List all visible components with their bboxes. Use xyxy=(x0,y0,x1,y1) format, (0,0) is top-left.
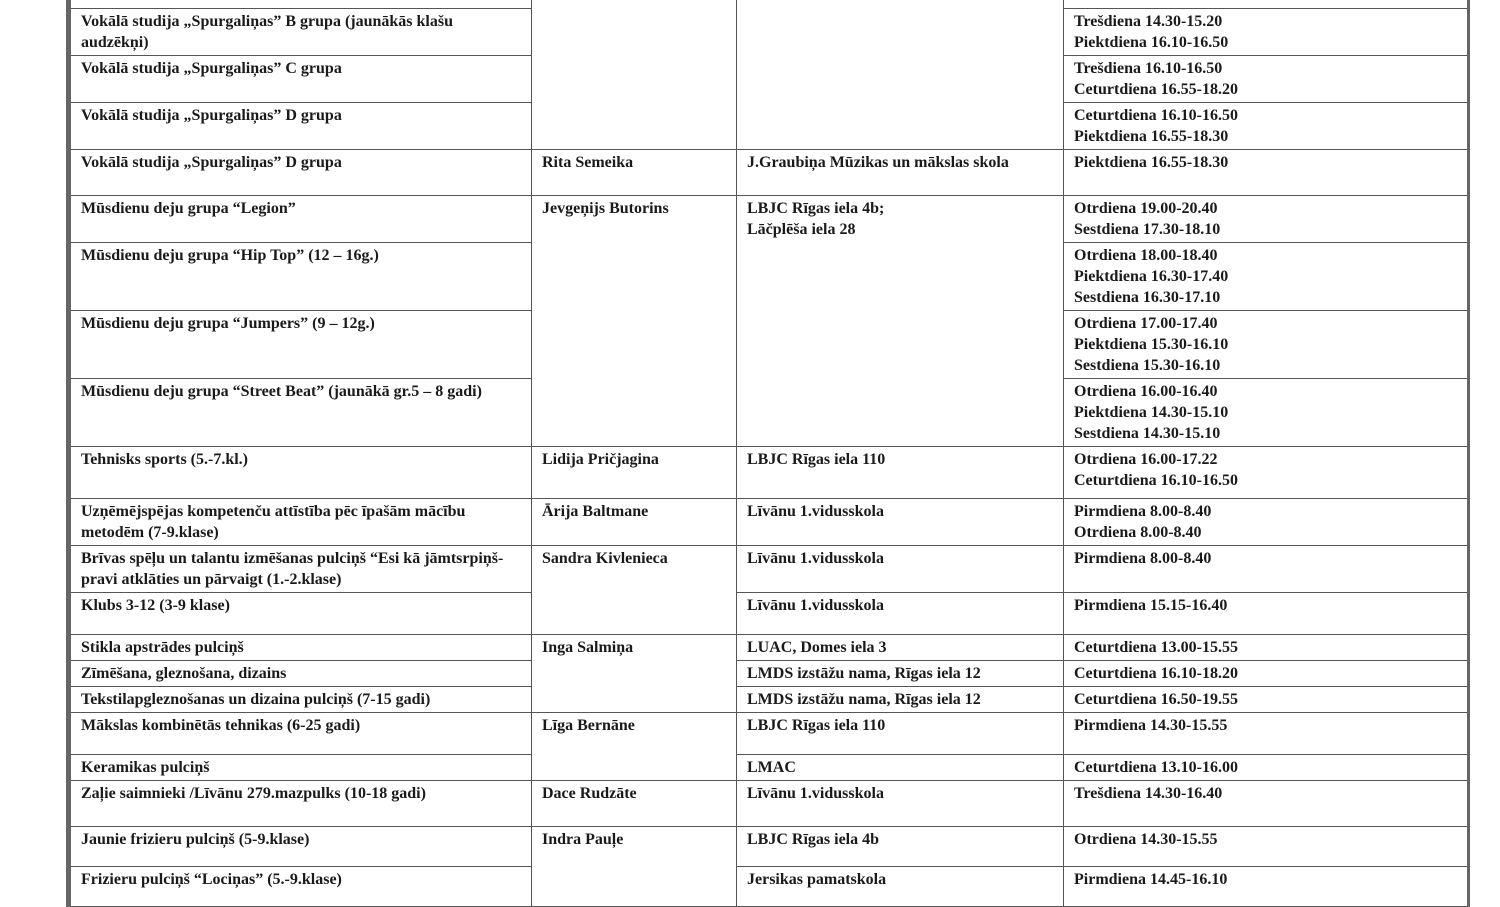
teacher-cell: Lidija Pričjagina xyxy=(532,447,737,499)
teacher-cell: Sandra Kivlenieca xyxy=(532,546,737,635)
location-cell: Līvānu 1.vidusskola xyxy=(737,593,1064,635)
activity-cell: Mākslas kombinētās tehnikas (6-25 gadi) xyxy=(69,713,532,755)
table-row xyxy=(69,546,1469,593)
activity-cell: Keramikas pulciņš xyxy=(69,755,532,781)
activity-cell: Mūsdienu deju grupa “Jumpers” (9 – 12g.) xyxy=(69,311,532,379)
table-row xyxy=(69,447,1469,499)
teacher-cell: Ārija Baltmane xyxy=(532,499,737,546)
activity-cell: Vokālā studija „Spurgaliņas” C grupa xyxy=(69,56,532,103)
table-row xyxy=(69,713,1469,755)
times-cell: Piektdiena 16.55-18.30 xyxy=(1064,150,1469,196)
times-cell: Pirmdiena 14.45-16.10 xyxy=(1064,867,1469,907)
location-cell: LMDS izstāžu nama, Rīgas iela 12 xyxy=(737,687,1064,713)
times-cell: Otrdiena 18.00-18.40 Piektdiena 16.30-17.40 Sestdiena 16.30-17.10 xyxy=(1064,243,1469,311)
activity-cell: Tekstilapgleznošanas un dizaina pulciņš (7-15 gadi) xyxy=(69,687,532,713)
activity-cell: Vokālā studija „Spurgaliņas” D grupa xyxy=(69,150,532,196)
times-cell: Otrdiena 16.00-17.22 Ceturtdiena 16.10-16.50 xyxy=(1064,447,1469,499)
location-cell xyxy=(737,0,1064,150)
times-cell: Pirmdiena 8.00-8.40 Otrdiena 8.00-8.40 xyxy=(1064,499,1469,546)
activity-cell: Brīvas spēļu un talantu izmēšanas pulciņš “Esi kā jāmtsrpiņš-pravi atklāties un pārvaigt (1.-2.klase) xyxy=(69,546,532,593)
location-cell: J.Graubiņa Mūzikas un mākslas skola xyxy=(737,150,1064,196)
activity-cell: Vokālā studija „Spurgaliņas” B grupa (jaunākās klašu audzēkņi) xyxy=(69,9,532,56)
table-row xyxy=(69,499,1469,546)
activity-cell: Tehnisks sports (5.-7.kl.) xyxy=(69,447,532,499)
activity-cell: Mūsdienu deju grupa “Street Beat” (jaunākā gr.5 – 8 gadi) xyxy=(69,379,532,447)
times-cell: Otrdiena 17.00-17.40 Piektdiena 15.30-16.10 Sestdiena 15.30-16.10 xyxy=(1064,311,1469,379)
table-row xyxy=(69,196,1469,243)
times-cell: Ceturtdiena 16.10-18.20 xyxy=(1064,661,1469,687)
activity-cell: Zaļie saimnieki /Līvānu 279.mazpulks (10-18 gadi) xyxy=(69,781,532,827)
teacher-cell: Indra Pauļe xyxy=(532,827,737,907)
location-cell: LBJC Rīgas iela 110 xyxy=(737,713,1064,755)
table-row xyxy=(69,593,1469,635)
times-cell: Ceturtdiena 16.50-19.55 xyxy=(1064,687,1469,713)
activity-cell xyxy=(69,0,532,9)
activity-cell: Mūsdienu deju grupa “Hip Top” (12 – 16g.) xyxy=(69,243,532,311)
location-cell: Līvānu 1.vidusskola xyxy=(737,546,1064,593)
location-cell: LBJC Rīgas iela 4b xyxy=(737,827,1064,867)
activity-cell: Klubs 3-12 (3-9 klase) xyxy=(69,593,532,635)
times-cell: Otrdiena 19.00-20.40 Sestdiena 17.30-18.10 xyxy=(1064,196,1469,243)
teacher-cell: Jevgeņijs Butorins xyxy=(532,196,737,447)
times-cell: Pirmdiena 8.00-8.40 xyxy=(1064,546,1469,593)
location-cell: LMAC xyxy=(737,755,1064,781)
times-cell: Pirmdiena 15.15-16.40 xyxy=(1064,593,1469,635)
activity-cell: Stikla apstrādes pulciņš xyxy=(69,635,532,661)
times-cell: Otrdiena 16.00-16.40 Piektdiena 14.30-15.10 Sestdiena 14.30-15.10 xyxy=(1064,379,1469,447)
teacher-cell: Dace Rudzāte xyxy=(532,781,737,827)
times-cell: Trešdiena 14.30-16.40 xyxy=(1064,781,1469,827)
table-row xyxy=(69,687,1469,713)
teacher-cell xyxy=(532,0,737,150)
location-cell: Līvānu 1.vidusskola xyxy=(737,499,1064,546)
table-row xyxy=(69,635,1469,661)
times-cell: Ceturtdiena 13.00-15.55 xyxy=(1064,635,1469,661)
table-row xyxy=(69,0,1469,9)
times-cell: Trešdiena 16.10-16.50 Ceturtdiena 16.55-18.20 xyxy=(1064,56,1469,103)
activity-cell: Vokālā studija „Spurgaliņas” D grupa xyxy=(69,103,532,150)
table-row xyxy=(69,755,1469,781)
table-row xyxy=(69,827,1469,867)
location-cell: Jersikas pamatskola xyxy=(737,867,1064,907)
location-cell: LBJC Rīgas iela 110 xyxy=(737,447,1064,499)
activity-cell: Mūsdienu deju grupa “Legion” xyxy=(69,196,532,243)
location-cell: Līvānu 1.vidusskola xyxy=(737,781,1064,827)
location-cell: LMDS izstāžu nama, Rīgas iela 12 xyxy=(737,661,1064,687)
activity-cell: Jaunie frizieru pulciņš (5-9.klase) xyxy=(69,827,532,867)
times-cell: Ceturtdiena 16.10-16.50 Piektdiena 16.55-18.30 xyxy=(1064,103,1469,150)
teacher-cell: Inga Salmiņa xyxy=(532,635,737,713)
table-row xyxy=(69,781,1469,827)
teacher-cell: Rita Semeika xyxy=(532,150,737,196)
table-row xyxy=(69,661,1469,687)
times-cell: Pirmdiena 14.30-15.55 xyxy=(1064,713,1469,755)
times-cell: Trešdiena 14.30-15.20 Piektdiena 16.10-16.50 xyxy=(1064,9,1469,56)
times-cell: Otrdiena 14.30-15.55 xyxy=(1064,827,1469,867)
location-cell: LBJC Rīgas iela 4b; Lāčplēša iela 28 xyxy=(737,196,1064,447)
teacher-cell: Līga Bernāne xyxy=(532,713,737,781)
times-cell xyxy=(1064,0,1469,9)
schedule-table xyxy=(66,0,1466,907)
activity-cell: Frizieru pulciņš “Lociņas” (5.-9.klase) xyxy=(69,867,532,907)
activity-cell: Uzņēmējspējas kompetenču attīstība pēc īpašām mācību metodēm (7-9.klase) xyxy=(69,499,532,546)
activity-cell: Zīmēšana, gleznošana, dizains xyxy=(69,661,532,687)
times-cell: Ceturtdiena 13.10-16.00 xyxy=(1064,755,1469,781)
location-cell: LUAC, Domes iela 3 xyxy=(737,635,1064,661)
table-row xyxy=(69,867,1469,907)
table-row xyxy=(69,150,1469,196)
